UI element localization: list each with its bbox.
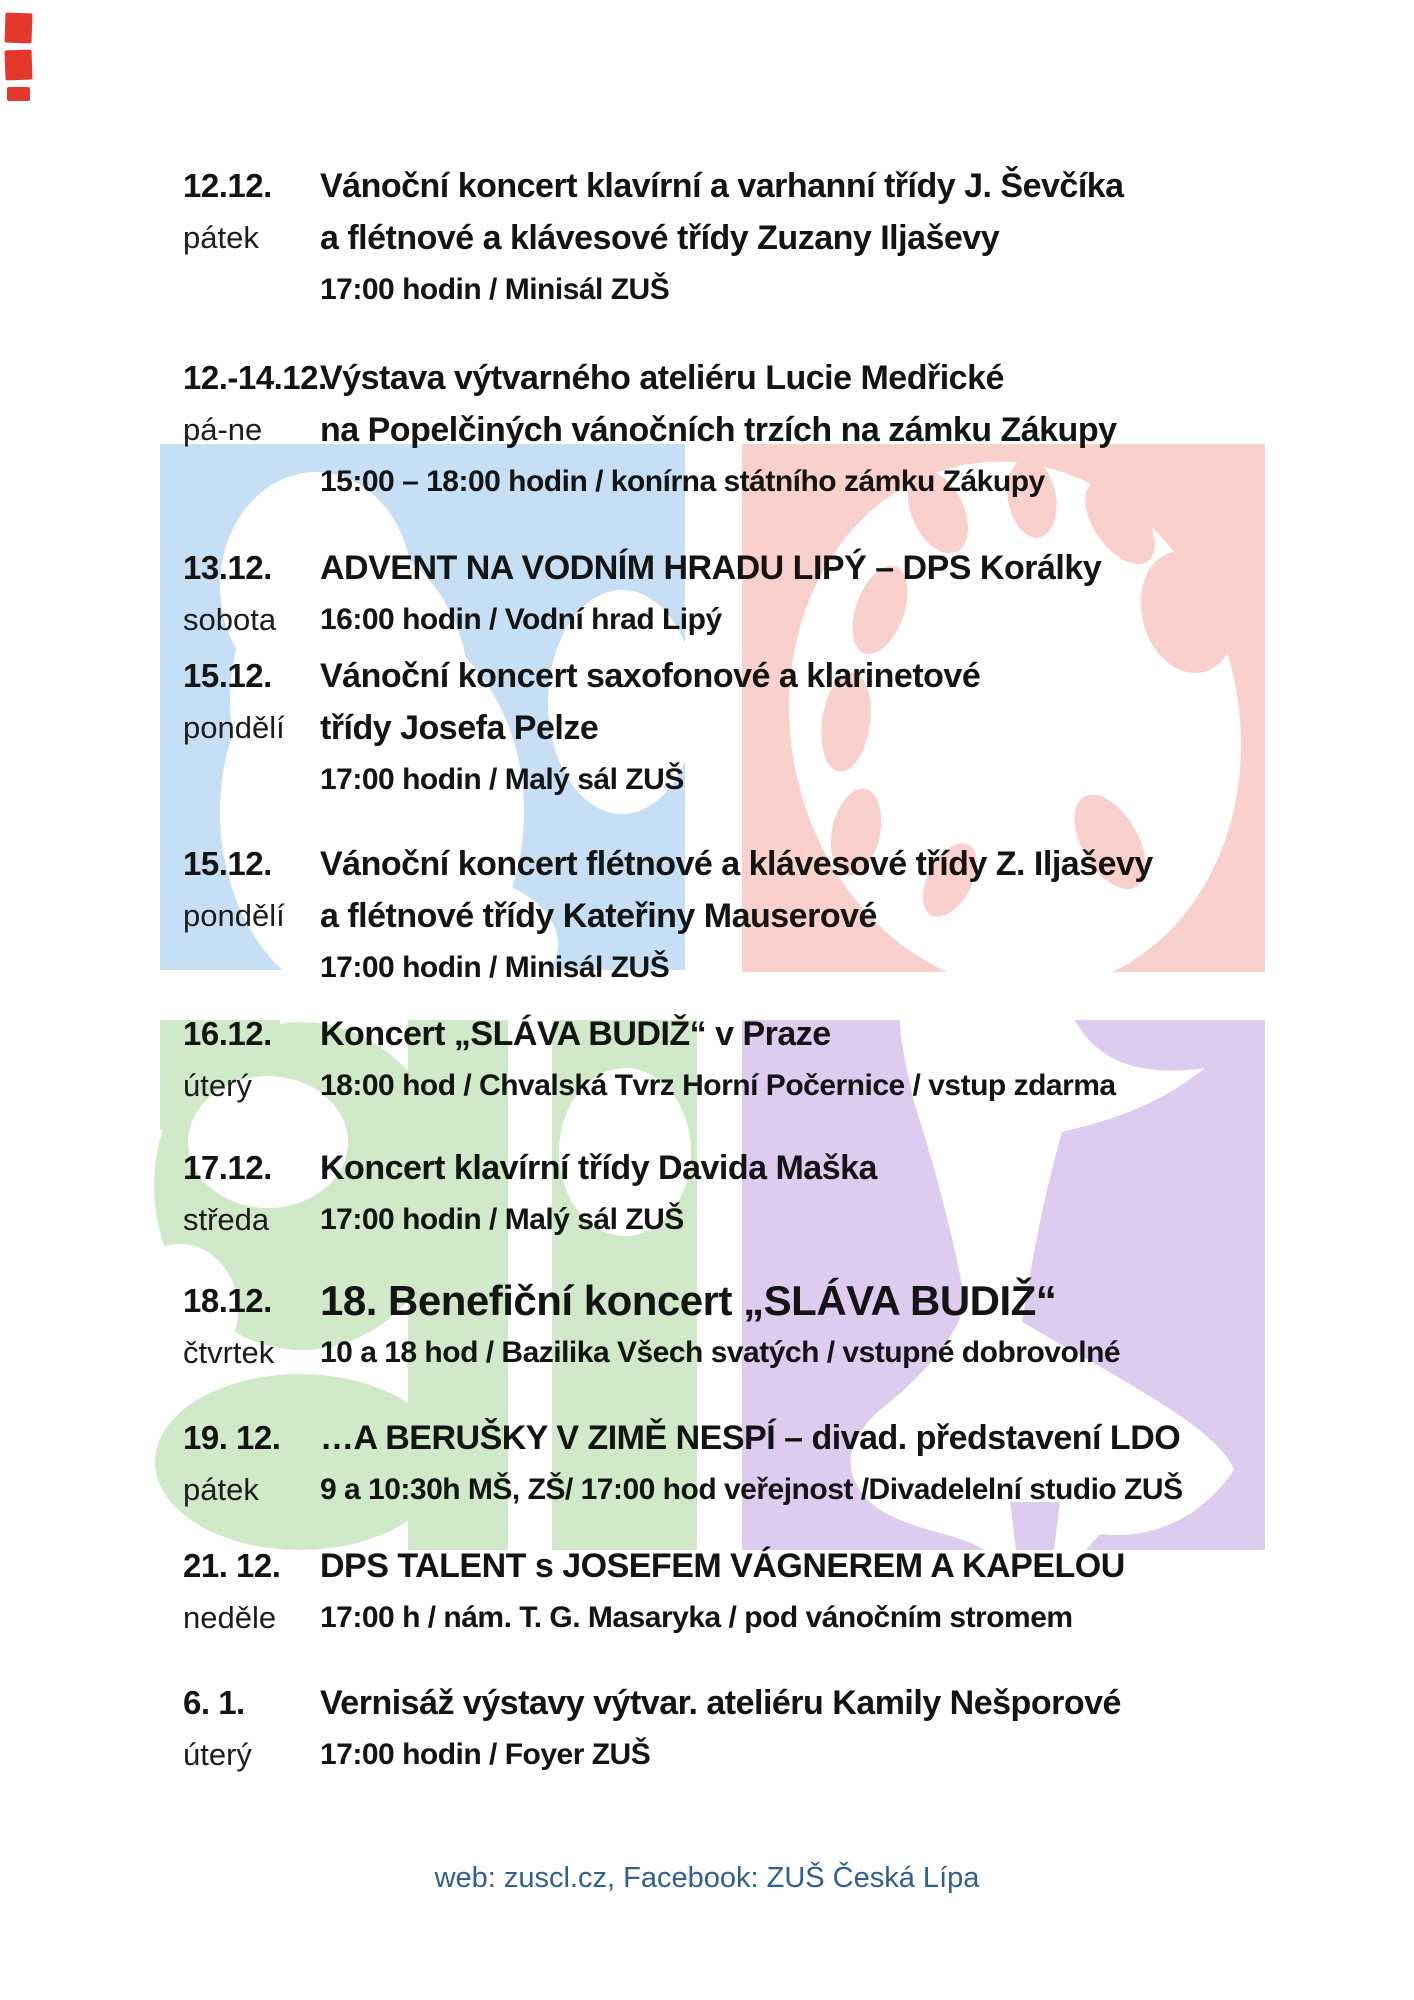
event-day: čtvrtek xyxy=(183,1335,275,1370)
event-title-2: a flétnové a klávesové třídy Zuzany Iljaševy xyxy=(320,219,1000,257)
event-info: 17:00 h / nám. T. G. Masaryka / pod vánočním stromem xyxy=(320,1601,1073,1634)
event-day: pondělí xyxy=(183,710,285,745)
event-day: středa xyxy=(183,1202,270,1237)
event-info: 9 a 10:30h MŠ, ZŠ/ 17:00 hod veřejnost /Divadelelní studio ZUŠ xyxy=(320,1473,1183,1506)
event-info: 17:00 hodin / Malý sál ZUŠ xyxy=(320,763,684,796)
event-day: úterý xyxy=(183,1737,252,1772)
event-title: Koncert klavírní třídy Davida Maška xyxy=(320,1149,877,1187)
event-date: 12.-14.12. xyxy=(183,359,327,396)
event-day: sobota xyxy=(183,602,277,637)
event-title: Vánoční koncert saxofonové a klarinetové xyxy=(320,657,981,695)
event-title: 18. Benefiční koncert „SLÁVA BUDIŽ“ xyxy=(320,1277,1057,1324)
event-day: pá-ne xyxy=(183,412,263,447)
event-date: 16.12. xyxy=(183,1015,272,1052)
event-info: 17:00 hodin / Foyer ZUŠ xyxy=(320,1738,651,1771)
torn-red-corner-marks xyxy=(4,13,32,101)
event-info: 10 a 18 hod / Bazilika Všech svatých / vstupné dobrovolné xyxy=(320,1336,1121,1369)
event-title: DPS TALENT s JOSEFEM VÁGNEREM A KAPELOU xyxy=(320,1547,1125,1585)
event-date: 13.12. xyxy=(183,549,272,586)
event-title-2: třídy Josefa Pelze xyxy=(320,709,599,747)
event-day: neděle xyxy=(183,1600,277,1635)
event-title: Vánoční koncert klavírní a varhanní třídy J. Ševčíka xyxy=(320,167,1124,205)
event-day: pátek xyxy=(183,220,259,255)
event-title: Výstava výtvarného ateliéru Lucie Medřické xyxy=(320,359,1004,397)
event-title: Vernisáž výstavy výtvar. ateliéru Kamily Nešporové xyxy=(320,1684,1121,1722)
event-day: úterý xyxy=(183,1068,252,1103)
event-title: ADVENT NA VODNÍM HRADU LIPÝ – DPS Korálky xyxy=(320,549,1102,587)
event-date: 6. 1. xyxy=(183,1684,245,1721)
event-date: 15.12. xyxy=(183,657,272,694)
event-day: pondělí xyxy=(183,898,285,933)
event-date: 19. 12. xyxy=(183,1419,281,1456)
event-date: 18.12. xyxy=(183,1282,272,1319)
event-date: 21. 12. xyxy=(183,1547,281,1584)
event-info: 18:00 hod / Chvalská Tvrz Horní Počernice / vstup zdarma xyxy=(320,1069,1116,1102)
event-info: 16:00 hodin / Vodní hrad Lipý xyxy=(320,603,722,636)
event-title: Koncert „SLÁVA BUDIŽ“ v Praze xyxy=(320,1015,831,1053)
event-title: Vánoční koncert flétnové a klávesové třídy Z. Iljaševy xyxy=(320,845,1153,883)
event-date: 12.12. xyxy=(183,167,272,204)
event-info: 17:00 hodin / Minisál ZUŠ xyxy=(320,273,670,306)
event-title-2: a flétnové třídy Kateřiny Mauserové xyxy=(320,897,877,935)
event-info: 17:00 hodin / Minisál ZUŠ xyxy=(320,951,670,984)
event-date: 17.12. xyxy=(183,1149,272,1186)
event-date: 15.12. xyxy=(183,845,272,882)
footer-contact-line: web: zuscl.cz, Facebook: ZUŠ Česká Lípa xyxy=(434,1862,980,1894)
event-title-2: na Popelčiných vánočních trzích na zámku Zákupy xyxy=(320,411,1117,449)
event-info: 17:00 hodin / Malý sál ZUŠ xyxy=(320,1203,684,1236)
event-info: 15:00 – 18:00 hodin / konírna státního zámku Zákupy xyxy=(320,465,1045,498)
event-title: …A BERUŠKY V ZIMĚ NESPÍ – divad. představení LDO xyxy=(320,1419,1181,1457)
event-day: pátek xyxy=(183,1472,259,1507)
